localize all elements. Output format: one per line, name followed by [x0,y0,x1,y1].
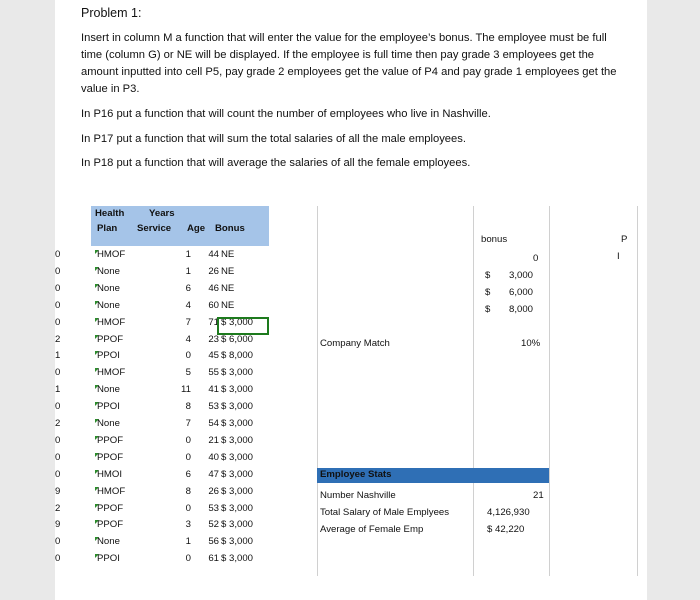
bonus-cell: $ 3,000 [221,553,254,565]
bonus-cell: $ 3,000 [221,485,254,497]
years-service-cell: 4 [185,333,191,345]
bonus-cell: $ 3,000 [221,502,254,514]
bonus-cell: $ 3,000 [221,367,254,379]
bonus-value: 6,000 [509,287,534,298]
instruction-paragraph-3: In P17 put a function that will sum the total salaries of all the male employees. [81,133,466,145]
age-cell: 55 [208,367,219,379]
document-page [55,0,647,600]
health-plan-cell: None [97,536,120,548]
years-service-cell: 8 [185,485,191,497]
grid-line [473,206,474,576]
bonus-cell: $ 8,000 [221,350,254,362]
age-cell: 56 [208,536,219,548]
grid-line [549,206,550,576]
stat-label-male-salary: Total Salary of Male Emplyees [320,507,450,518]
health-plan-cell: HMOF [97,367,126,379]
health-plan-cell: PPOF [97,502,124,514]
dollar-sign: $ [485,287,491,298]
row-index: 0 [55,536,61,548]
years-service-cell: 0 [185,553,191,565]
bonus-cell: NE [221,282,235,294]
age-cell: 47 [208,468,219,480]
age-cell: 60 [208,299,219,311]
header-years: Years [149,208,175,219]
company-match-value: 10% [521,338,541,349]
health-plan-cell: None [97,384,120,396]
row-index: 1 [55,350,61,362]
bonus-cell: $ 3,000 [221,468,254,480]
age-cell: 40 [208,451,219,463]
row-index: 1 [55,384,61,396]
table-row [55,486,269,503]
bonus-cell: NE [221,249,235,260]
years-service-cell: 7 [185,316,191,328]
grid-line [317,206,318,576]
header-service: Service [137,223,172,234]
stat-value-nashville: 21 [533,490,544,501]
table-row [55,384,269,401]
row-index: 0 [55,367,61,379]
health-plan-cell: PPOF [97,451,124,463]
instruction-paragraph-2: In P16 put a function that will count the number of employees who live in Nashville. [81,108,491,120]
age-cell: 44 [208,249,219,260]
stat-value-male-salary: 4,126,930 [487,507,530,518]
table-row [55,469,269,486]
table-row [55,367,269,384]
years-service-cell: 1 [185,536,191,548]
age-cell: 21 [208,434,219,446]
bonus-cell: $ 3,000 [221,401,254,413]
bonus-cell: $ 3,000 [221,434,254,446]
age-cell: 71 [208,316,219,328]
dollar-sign: $ [485,270,491,281]
table-row [55,401,269,418]
health-plan-cell: None [97,418,120,429]
row-index: 0 [55,249,61,260]
bonus-cell: $ 3,000 [221,316,254,328]
row-index: 0 [55,553,61,565]
years-service-cell: 8 [185,401,191,413]
company-match-label: Company Match [320,338,390,349]
table-row [55,452,269,469]
table-row [55,418,269,435]
row-index: 2 [55,333,61,345]
years-service-cell: 1 [185,265,191,277]
health-plan-cell: HMOF [97,316,126,328]
health-plan-cell: PPOF [97,434,124,446]
table-row [55,503,269,520]
years-service-cell: 6 [185,282,191,294]
row-index: 2 [55,502,61,514]
row-index: 0 [55,265,61,277]
bonus-value: 8,000 [509,304,534,315]
years-service-cell: 0 [185,350,191,362]
age-cell: 53 [208,502,219,514]
age-cell: 53 [208,401,219,413]
instruction-paragraph-4: In P18 put a function that will average the salaries of all the female employees. [81,157,471,169]
header-age: Age [187,223,206,234]
years-service-cell: 0 [185,434,191,446]
years-service-cell: 11 [181,384,191,396]
stat-label-female-average: Average of Female Emp [320,524,424,535]
years-service-cell: 0 [185,451,191,463]
health-plan-cell: None [97,299,120,311]
bonus-cell: $ 3,000 [221,451,254,463]
instruction-paragraph-1: Insert in column M a function that will enter the value for the employee’s bonus. The employee must be full time (column G) or NE will be displayed. If the employee is full time then pay grade 3 employees get the amount inputted into cell P5, pay grade 2 employees get the value of P4 and pay grade 1 employees get the value in P3. [81,32,617,95]
problem-title: Problem 1: [81,6,142,20]
health-plan-cell: HMOF [97,249,126,260]
years-service-cell: 4 [185,299,191,311]
header-bonus: Bonus [215,223,245,234]
stat-value-female-average: $ 42,220 [487,524,525,535]
years-service-cell: 1 [185,249,191,260]
table-row [55,553,269,570]
table-row [55,350,269,367]
row-index: 9 [55,519,61,531]
header-health: Health [95,208,125,219]
table-row [55,249,269,266]
grid-line [637,206,638,576]
table-row [55,334,269,351]
bonus-cell: $ 6,000 [221,333,254,345]
age-cell: 45 [208,350,219,362]
health-plan-cell: PPOI [97,350,120,362]
age-cell: 23 [208,333,219,345]
health-plan-cell: PPOF [97,519,124,531]
selected-cell[interactable] [217,317,269,335]
spreadsheet-screenshot [55,206,647,576]
row-index: 0 [55,401,61,413]
bonus-cell: $ 3,000 [221,519,254,531]
row-index: 9 [55,485,61,497]
years-service-cell: 5 [185,367,191,379]
dollar-sign: $ [485,304,491,315]
age-cell: 54 [208,418,219,429]
age-cell: 26 [208,265,219,277]
table-row [55,435,269,452]
bonus-cell: $ 3,000 [221,384,254,396]
row-index: 0 [55,468,61,480]
health-plan-cell: PPOF [97,333,124,345]
health-plan-cell: PPOI [97,401,120,413]
column-p-header: P [621,234,628,245]
row-index: 0 [55,299,61,311]
bonus-cell: NE [221,299,235,311]
health-plan-cell: HMOI [97,468,123,480]
age-cell: 52 [208,519,219,531]
health-plan-cell: PPOI [97,553,120,565]
stat-label-nashville: Number Nashville [320,490,396,501]
bonus-value: 3,000 [509,270,534,281]
header-plan: Plan [97,223,118,234]
years-service-cell: 7 [185,418,191,429]
health-plan-cell: None [97,265,120,277]
table-row [55,283,269,300]
row-index: 0 [55,434,61,446]
age-cell: 61 [208,553,219,565]
bonus-cell: NE [221,265,235,277]
stats-title: Employee Stats [320,469,392,480]
row-index: 2 [55,418,61,429]
years-service-cell: 0 [185,502,191,514]
bonus-header: bonus [481,234,508,245]
age-cell: 26 [208,485,219,497]
row-index: 0 [55,316,61,328]
years-service-cell: 3 [185,519,191,531]
column-p-mark: I [617,251,620,262]
table-row [55,300,269,317]
age-cell: 41 [208,384,219,396]
health-plan-cell: None [97,282,120,294]
table-row [55,536,269,553]
bonus-value: 0 [533,253,539,264]
row-index: 0 [55,451,61,463]
years-service-cell: 6 [185,468,191,480]
row-index: 0 [55,282,61,294]
bonus-cell: $ 3,000 [221,536,254,548]
table-row [55,266,269,283]
age-cell: 46 [208,282,219,294]
table-row [55,519,269,536]
bonus-cell: $ 3,000 [221,418,254,429]
health-plan-cell: HMOF [97,485,126,497]
